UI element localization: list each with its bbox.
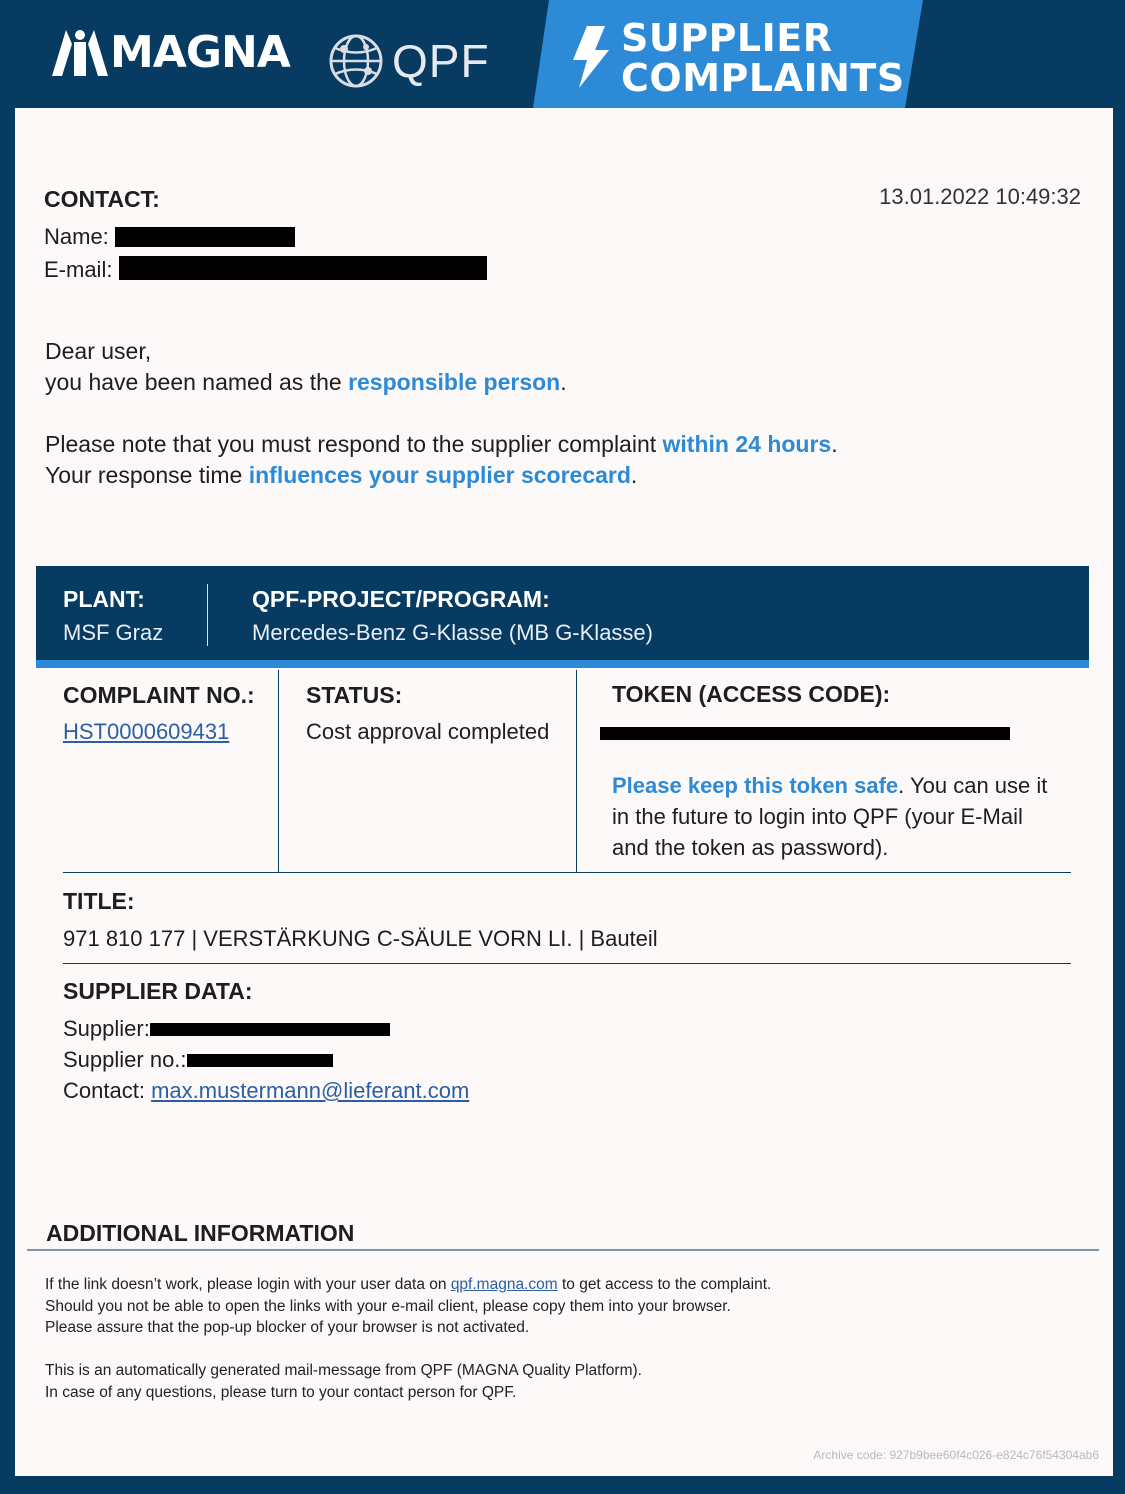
redacted-name [115, 227, 295, 247]
contact-title: CONTACT: [44, 186, 160, 212]
responsible-line [45, 367, 1045, 398]
magna-wordmark: MAGNA [110, 27, 290, 78]
text-segment: . [630, 462, 638, 488]
token-note-text: . You can use it in the future to login into QPF (your E-Mail and the token as password). [612, 773, 1048, 860]
qpf-logo [328, 33, 490, 89]
additional-info-title: ADDITIONAL INFORMATION [46, 1220, 355, 1246]
column-divider [576, 670, 577, 872]
text-segment: . [831, 431, 838, 457]
info-line: In case of any questions, please turn to your contact person for QPF. [45, 1383, 517, 1401]
greeting-line: Dear user, [45, 338, 152, 364]
timestamp: 13.01.2022 10:49:32 [879, 184, 1081, 209]
greeting-text [45, 336, 1045, 491]
banner-line-1: SUPPLIER [621, 16, 833, 60]
status-label: STATUS: [306, 682, 403, 708]
token-note [612, 770, 1052, 863]
text-segment: . [560, 369, 567, 395]
column-divider [278, 670, 279, 872]
qpf-globe-icon [328, 33, 384, 89]
supplier-complaints-banner [533, 0, 923, 108]
info-line: This is an automatically generated mail-message from QPF (MAGNA Quality Platform). [45, 1362, 642, 1379]
email-label: E-mail: [44, 257, 113, 282]
spacer [45, 1339, 771, 1361]
magna-mark-icon [52, 30, 108, 76]
title-label: TITLE: [63, 888, 135, 914]
complaint-no-link[interactable]: HST0000609431 [63, 719, 230, 744]
project-value: Mercedes-Benz G-Klasse (MB G-Klasse) [252, 620, 653, 645]
status-value: Cost approval completed [306, 719, 550, 744]
supplier-label: Supplier: [63, 1016, 150, 1041]
redacted-token [600, 727, 1010, 740]
info-line: Please assure that the pop-up blocker of your browser is not activated. [45, 1319, 530, 1336]
name-label: Name: [44, 224, 109, 249]
project-label: QPF-PROJECT/PROGRAM: [252, 586, 550, 612]
highlight-responsible: responsible person [348, 369, 561, 395]
contact-name-row [44, 224, 295, 250]
supplier-no-label: Supplier no.: [63, 1047, 187, 1072]
complaint-no-label: COMPLAINT NO.: [63, 682, 255, 708]
additional-info-text [45, 1274, 771, 1403]
band-divider [207, 584, 208, 646]
highlight-scorecard: influences your supplier scorecard [248, 462, 631, 488]
plant-label: PLANT: [63, 586, 145, 612]
email-body [15, 108, 1113, 1476]
text-segment: you have been named as the [45, 369, 349, 395]
text-segment: to get access to the complaint. [557, 1276, 772, 1293]
section-rule [63, 872, 1071, 873]
supplier-no-row [63, 1047, 333, 1073]
qpf-site-link[interactable]: qpf.magna.com [450, 1276, 558, 1293]
supplier-contact-row [63, 1078, 469, 1104]
redacted-supplier [150, 1023, 390, 1036]
lightning-bolt-icon [571, 26, 609, 88]
supplier-contact-email-link[interactable]: max.mustermann@lieferant.com [151, 1078, 470, 1103]
spacer [45, 398, 1045, 429]
plant-project-band [36, 566, 1089, 668]
qpf-wordmark: QPF [392, 35, 490, 87]
info-line [45, 1274, 771, 1296]
redacted-supplier-no [187, 1054, 333, 1067]
info-line: Should you not be able to open the links with your e-mail client, please copy them into your browser. [45, 1297, 731, 1315]
redacted-email [119, 256, 487, 280]
title-value: 971 810 177 | VERSTÄRKUNG C-SÄULE VORN LI. | Bauteil [63, 926, 658, 951]
text-segment: Your response time [45, 462, 249, 488]
token-label: TOKEN (ACCESS CODE): [612, 681, 891, 707]
banner-line-2: COMPLAINTS [621, 56, 905, 100]
supplier-data-label: SUPPLIER DATA: [63, 978, 253, 1004]
respond-line [45, 429, 1045, 460]
section-rule [63, 963, 1071, 964]
scorecard-line [45, 460, 1045, 491]
contact-email-row [44, 256, 487, 283]
highlight-24-hours: within 24 hours [662, 431, 832, 457]
additional-info-rule [27, 1249, 1099, 1251]
plant-value: MSF Graz [63, 620, 164, 645]
email-header [0, 0, 1125, 108]
text-segment: If the link doesn’t work, please login with your user data on [45, 1276, 451, 1293]
magna-logo [52, 27, 290, 78]
contact-label: Contact: [63, 1078, 145, 1103]
token-safe-highlight: Please keep this token safe [612, 773, 899, 798]
banner-title [621, 18, 905, 98]
text-segment: Please note that you must respond to the supplier complaint [45, 431, 663, 457]
archive-code: Archive code: 927b9bee60f4c026-e824c76f54304ab6 [813, 1448, 1099, 1462]
supplier-row [63, 1016, 390, 1042]
